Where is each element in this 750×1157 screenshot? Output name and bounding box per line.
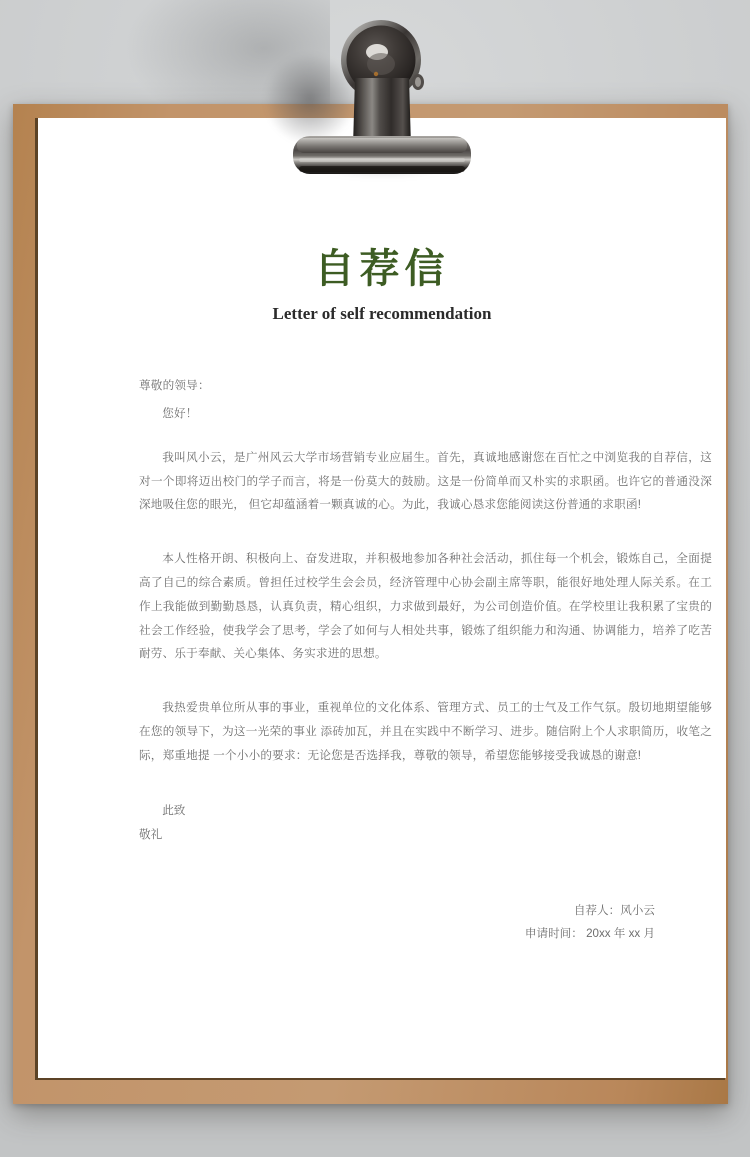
closing-block (38, 799, 726, 847)
page-subtitle: Letter of self recommendation (272, 304, 492, 323)
clip-bar-drop-shadow (288, 150, 478, 184)
paper-sheet (38, 118, 726, 1078)
paragraph-3: 我热爱贵单位所从事的事业，重视单位的文化体系、管理方式、员工的士气及工作气氛。殷切地期望能够在您的领导下，为这一光荣的事业 添砖加瓦，并且在实践中不断学习、进步。随信附上个人求职简历，收笔之际，郑重地提 一个小小的要求：无论您是否选择我，尊敬的领导，希望您能够接受我诚恳的谢意! (139, 701, 712, 762)
paragraph-2: 本人性格开朗、积极向上、奋发进取，并积极地参加各种社会活动，抓住每一个机会，锻炼自己，全面提高了自己的综合素质。曾担任过校学生会会员，经济管理中心协会副主席等职，能很好地处理人际关系。在工作上我能做到勤勤恳恳，认真负责，精心组织，力求做到最好，为公司创造价值。在学校里让我积累了宝贵的社会工作经验，使我学会了思考，学会了如何与人相处共事，锻炼了组织能力和沟通、协调能力，培养了吃苦耐劳、乐于奉献、关心集体、务实求进的思想。 (139, 552, 712, 661)
closing-salute: 此致 (162, 804, 186, 818)
clip-drop-shadow (245, 34, 375, 164)
signature-name: 自荐人：风小云 (573, 903, 655, 917)
title-block (38, 246, 726, 324)
page-title: 自荐信 (314, 247, 450, 291)
signature-date: 申请时间： 20xx 年 xx 月 (524, 927, 655, 941)
clipboard (13, 104, 728, 1104)
signature-block (38, 899, 726, 945)
letter-document (38, 118, 726, 945)
salutation: 尊敬的领导： (139, 379, 210, 393)
paragraph-1: 我叫风小云，是广州风云大学市场营销专业应届生。首先，真诚地感谢您在百忙之中浏览我的自荐信，这对一个即将迈出校门的学子而言，将是一份莫大的鼓励。这是一份简单而又朴实的求职函。也许它的普通没深深地吸住您的眼光， 但它却蕴涵着一颗真诚的心。为此，我诚心恳求您能阅读这份普通的求职函! (139, 450, 712, 512)
closing-regards: 敬礼 (139, 828, 163, 842)
greeting: 您好！ (162, 407, 198, 421)
letter-body (38, 374, 726, 767)
